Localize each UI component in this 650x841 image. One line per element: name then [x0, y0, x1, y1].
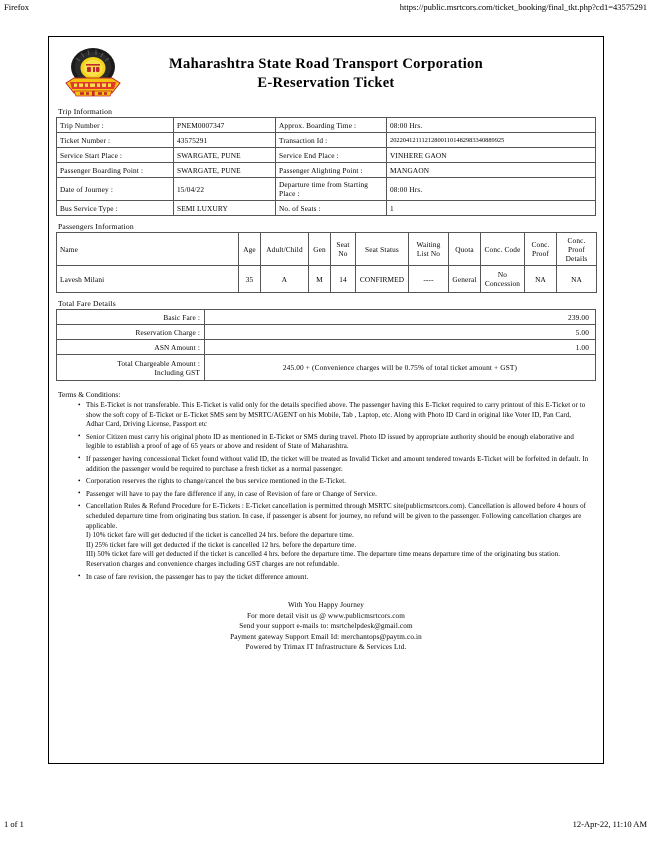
fare-value-basic-fare: 239.00: [205, 310, 596, 325]
list-item: • This E-Ticket is not transferable. This E-Ticket is valid only for the details specified above. The passenger having this E-Ticket required to carry printout of this E-Ticket or to show the soft copy of E-Ticket or E-Ticket SMS sent by MSRTC/AGENT on his Mobile, Tab , Laptop, etc. Along with Photo ID Card in original like Voter ID, Pan Card, Adhar Card, Driving License, Passport etc: [78, 401, 590, 430]
trip-information-table: [56, 117, 596, 216]
table-row: [57, 118, 596, 133]
footer-website: For more detail visit us @ www.publicmsrtcors.com: [246, 611, 406, 620]
passengers-information-caption: Passengers Information: [58, 222, 134, 231]
list-item: • If passenger having concessional Ticket found without valid ID, the ticket will be treated as Invalid Ticket and amount tendered towards E-Ticket will be forfeited in default. In addition the passenger would be required to purchase a fresh ticket as a normal passenger.: [78, 455, 590, 474]
passenger-seat-no: 14: [331, 266, 356, 293]
col-header-quota: Quota: [449, 233, 481, 266]
page-number: 1 of 1: [4, 819, 24, 829]
passenger-gen: M: [309, 266, 331, 293]
trip-label-service-end-place: Service End Place :: [276, 148, 387, 163]
trip-label-ticket-number: Ticket Number :: [57, 133, 174, 148]
passenger-conc-proof-details: NA: [557, 266, 597, 293]
list-item: • Senior Citizen must carry his original photo ID as mentioned in E-Ticket or SMS during travel. Photo ID issued by appropriate authority should be enough elaborative and legible to establish a proof of age of 65 years or above and resident of State of Maharashtra.: [78, 433, 590, 452]
trip-value-alighting-point: MANGAON: [387, 163, 596, 178]
msrtc-logo-icon: [64, 45, 122, 101]
passenger-adult-child: A: [261, 266, 309, 293]
trip-label-service-start-place: Service Start Place :: [57, 148, 174, 163]
trip-value-service-end-place: VINHERE GAON: [387, 148, 596, 163]
cancellation-rule-ii: II) 25% ticket fare will get deducted if the ticket is cancelled 12 hrs. before the departure time.: [86, 541, 357, 549]
table-row: [57, 178, 596, 201]
col-header-seat-no: Seat No: [331, 233, 356, 266]
footer-greeting: With You Happy Journey: [287, 601, 365, 610]
trip-label-trip-number: Trip Number :: [57, 118, 174, 133]
table-row: [57, 355, 596, 381]
trip-value-date-of-journey: 15/04/22: [174, 178, 276, 201]
trip-label-date-of-journey: Date of Journey :: [57, 178, 174, 201]
footer-powered-by: Powered by Trimax IT Infrastructure & Services Ltd.: [245, 643, 407, 652]
trip-value-departure-time: 08:00 Hrs.: [387, 178, 596, 201]
cancellation-rule-i: I) 10% ticket fare will get deducted if the ticket is cancelled 24 hrs. before the departure time.: [86, 532, 354, 540]
ticket-masthead: [56, 43, 596, 105]
col-header-name: Name: [57, 233, 239, 266]
table-row: [57, 133, 596, 148]
trip-label-boarding-time: Approx. Boarding Time :: [276, 118, 387, 133]
trip-label-boarding-point: Passenger Boarding Point :: [57, 163, 174, 178]
print-timestamp: 12-Apr-22, 11:10 AM: [572, 819, 647, 829]
trip-value-bus-service-type: SEMI LUXURY: [174, 201, 276, 216]
org-title-line1: Maharashtra State Road Transport Corporation: [169, 56, 483, 72]
col-header-conc-proof-details: Conc. Proof Details: [557, 233, 597, 266]
passenger-name: Lavesh Milani: [57, 266, 239, 293]
passenger-conc-code: No Concession: [481, 266, 525, 293]
fare-value-asn-amount: 1.00: [205, 340, 596, 355]
passenger-conc-proof: NA: [525, 266, 557, 293]
page-url: https://public.msrtcors.com/ticket_booking/final_tkt.php?cd1=43575291: [399, 2, 647, 12]
col-header-gen: Gen: [309, 233, 331, 266]
browser-app-name: Firefox: [4, 2, 30, 12]
ticket-document: [48, 36, 604, 764]
passenger-quota: General: [449, 266, 481, 293]
table-row: [57, 266, 597, 293]
trip-value-no-of-seats: 1: [387, 201, 596, 216]
fare-value-reservation-charge: 5.00: [205, 325, 596, 340]
trip-label-departure-time: Departure time from Starting Place :: [276, 178, 387, 201]
table-row: [57, 310, 596, 325]
fare-value-total-chargeable: 245.00 + (Convenience charges will be 0.75% of total ticket amount + GST): [205, 355, 596, 381]
passenger-seat-status: CONFIRMED: [356, 266, 409, 293]
col-header-seat-status: Seat Status: [356, 233, 409, 266]
footer-support-email: Send your support e-mails to: msrtchelpdesk@gmail.com: [239, 622, 413, 631]
col-header-conc-code: Conc. Code: [481, 233, 525, 266]
col-header-adult-child: Adult/Child: [261, 233, 309, 266]
cancellation-intro: Cancellation Rules & Refund Procedure for E-Tickets : E-Ticket cancellation is permitted through MSRTC site(publicmsrtcors.com). Cancellation is allowed before 4 hours of scheduled departure time from originating bus station. In case, if passenger is absent for journey, no refund will be given to the passenger. Following cancellation charges are applicable.: [86, 503, 587, 530]
passengers-information-table: [56, 232, 597, 293]
fare-details-table: [56, 309, 596, 381]
trip-value-boarding-point: SWARGATE, PUNE: [174, 163, 276, 178]
table-row: [57, 148, 596, 163]
col-header-waiting-list-no: Waiting List No: [409, 233, 449, 266]
trip-value-transaction-id: 202204121112128001101482983340889925: [387, 133, 596, 148]
trip-label-bus-service-type: Bus Service Type :: [57, 201, 174, 216]
table-row: [57, 163, 596, 178]
trip-information-caption: Trip Information: [58, 107, 113, 116]
fare-label-total-chargeable: [57, 355, 205, 381]
table-row: [57, 340, 596, 355]
org-title-line2: E-Reservation Ticket: [257, 75, 395, 91]
trip-label-transaction-id: Transaction Id :: [276, 133, 387, 148]
fare-label-total-line2: Including GST: [154, 367, 200, 377]
col-header-age: Age: [239, 233, 261, 266]
table-header-row: [57, 233, 597, 266]
ticket-footer: [56, 600, 596, 653]
fare-details-caption: Total Fare Details: [58, 299, 116, 308]
cancellation-rule-iii: III) 50% ticket fare will get deducted if the ticket is cancelled 4 hrs. before the departure time. The departure time means departure time of the originating bus station. Reservation charges and convenience charges including GST charges are not refundable.: [86, 551, 561, 568]
footer-payment-gateway-email: Payment gateway Support Email Id: merchantops@paytm.co.in: [230, 632, 422, 641]
fare-label-reservation-charge: Reservation Charge :: [57, 325, 205, 340]
trip-label-alighting-point: Passenger Alighting Point :: [276, 163, 387, 178]
list-item: • In case of fare revision, the passenger has to pay the ticket difference amount.: [78, 573, 590, 583]
trip-label-no-of-seats: No. of Seats :: [276, 201, 387, 216]
terms-list: [78, 401, 590, 582]
fare-label-total-line1: Total Chargeable Amount :: [117, 358, 200, 368]
terms-title: Terms & Conditions:: [58, 390, 121, 399]
fare-label-asn-amount: ASN Amount :: [57, 340, 205, 355]
list-item: • Corporation reserves the rights to change/cancel the bus service mentioned in the E-Ticket.: [78, 477, 590, 487]
col-header-conc-proof: Conc. Proof: [525, 233, 557, 266]
browser-print-footer: [0, 819, 650, 833]
trip-value-service-start-place: SWARGATE, PUNE: [174, 148, 276, 163]
trip-value-boarding-time: 08:00 Hrs.: [387, 118, 596, 133]
table-row: [57, 201, 596, 216]
list-item-cancellation: [78, 502, 590, 569]
list-item: • Passenger will have to pay the fare difference if any, in case of Revision of fare or Change of Service.: [78, 490, 590, 500]
passenger-age: 35: [239, 266, 261, 293]
table-row: [57, 325, 596, 340]
trip-value-trip-number: PNEM0007347: [174, 118, 276, 133]
passenger-waiting-list-no: ----: [409, 266, 449, 293]
fare-label-basic-fare: Basic Fare :: [57, 310, 205, 325]
browser-print-header: [0, 2, 650, 16]
trip-value-ticket-number: 43575291: [174, 133, 276, 148]
